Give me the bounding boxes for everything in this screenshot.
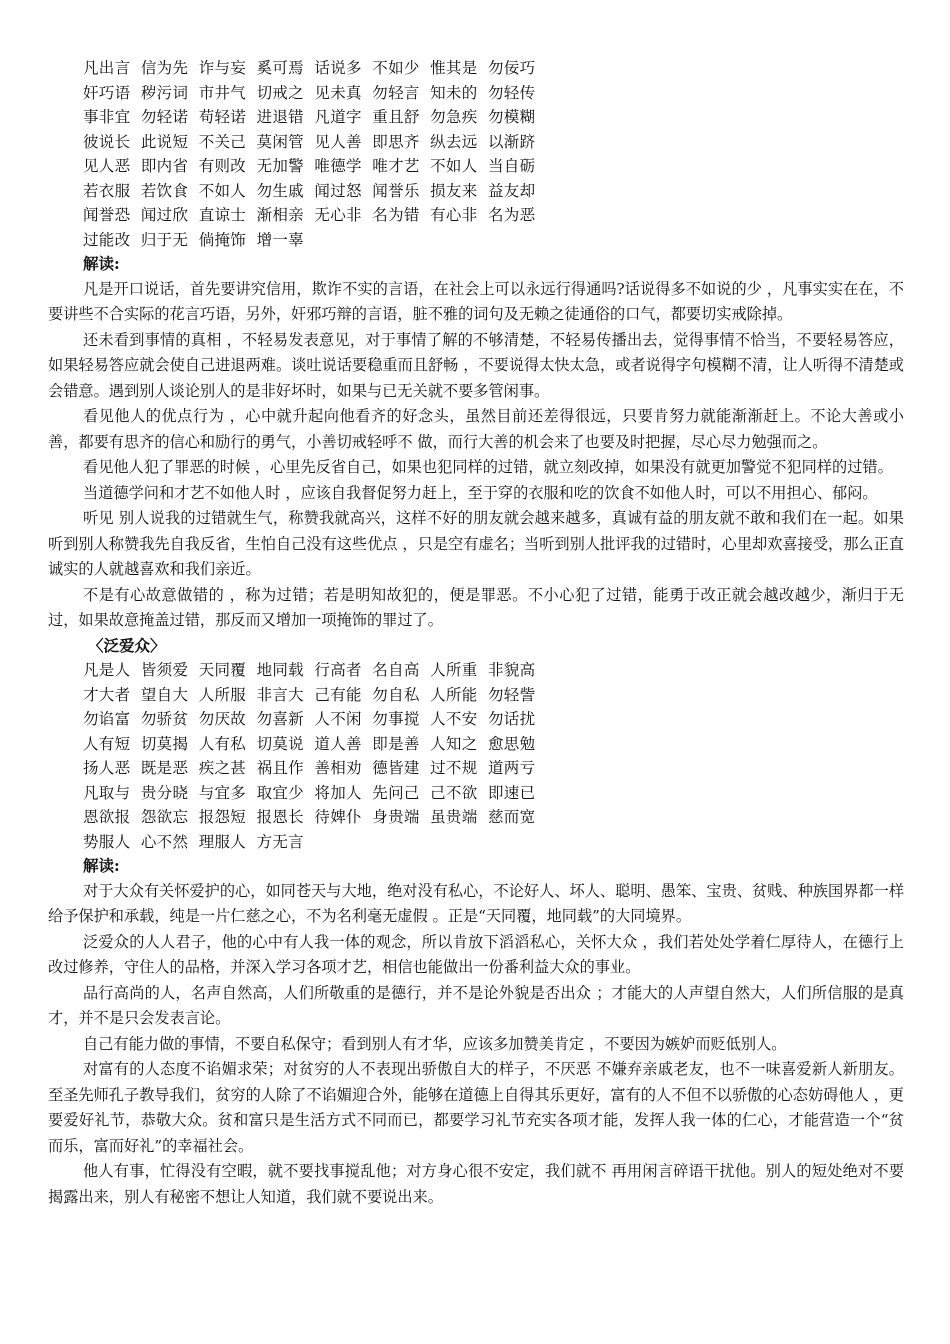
paragraph: 自己有能力做的事情，不要自私保守；看到别人有才华，应该多加赞美肯定 ，不要因为嫉妒而贬低别人。 [83,1034,787,1053]
interpretation-block-2 [48,879,904,1211]
paragraph: 看见他人的优点行为 ，心中就升起向他看齐的好念头，虽然目前还差得很远，只要肯努力就能渐渐赶上。不论大善或小善，都要有思齐的信心和励行的勇气，小善切戒轻呼不 做，而行大善的机会来了也要及时把握，尽心尽力勉强而之。 [48,407,904,451]
verse-line: 才大者 望自大 人所服 非言大 己有能 勿自私 人所能 勿轻訾 [83,685,536,704]
verse-line: 奸巧语 秽污词 市井气 切戒之 见未真 勿轻言 知未的 勿轻传 [83,83,536,102]
interpretation-heading: 解读: [83,254,120,273]
paragraph: 当道德学问和才艺不如他人时 ，应该自我督促努力赶上，至于穿的衣服和吃的饮食不如他人时，可以不用担心、郁闷。 [83,483,878,502]
verse-line: 过能改 归于无 倘掩饰 增一辜 [83,230,304,249]
paragraph: 他人有事，忙得没有空暇，就不要找事搅乱他；对方身心很不安定，我们就不 再用闲言碎语干扰他。别人的短处绝对不要揭露出来，别人有秘密不想让人知道，我们就不要说出来。 [48,1162,904,1206]
verse-block-1 [48,56,904,252]
paragraph: 听见 别人说我的过错就生气，称赞我就高兴，这样不好的朋友就会越来越多，真诚有益的朋友就不敢和我们在一起。如果听到别人称赞我先自我反省，生怕自己没有这些优点 ，只是空有虚名；当听到别人批评我的过错时，心里却欢喜接受，那么正直诚实的人就越喜欢和我们亲近。 [48,509,904,578]
section-title: 〈泛爱众〉 [88,635,166,655]
paragraph: 对于大众有关怀爱护的心，如同苍天与大地，绝对没有私心，不论好人、坏人、聪明、愚笨、宝贵、贫贱、种族国界都一样给予保护和承载，纯是一片仁慈之心，不为名利毫无虚假 。正是“天同覆，地同载”的大同境界。 [48,881,904,925]
paragraph: 凡是开口说话，首先要讲究信用，欺诈不实的言语，在社会上可以永远行得通吗?话说得多不如说的少 ，凡事实实在在，不要讲些不合实际的花言巧语，另外，奸邪巧辩的言语，脏不雅的词句及无赖之徒通俗的口气，都要切实戒除掉。 [48,279,904,323]
verse-line: 恩欲报 怨欲忘 报怨短 报恩长 待婢仆 身贵端 虽贵端 慈而宽 [83,808,536,826]
verse-line: 事非宜 勿轻诺 苟轻诺 进退错 凡道字 重且舒 勿急疾 勿模糊 [83,108,536,126]
verse-line: 势服人 心不然 理服人 方无言 [83,832,304,851]
document-page [48,56,904,1210]
paragraph: 泛爱众的人人君子，他的心中有人我一体的观念，所以肯放下滔滔私心，关怀大众 ，我们若处处学着仁厚待人，在德行上改过修养，守住人的品格，并深入学习各项才艺，相信也能做出一份番利益大众的事业。 [48,932,904,976]
verse-line: 人有短 切莫揭 人有私 切莫说 道人善 即是善 人知之 愈思勉 [83,734,536,753]
verse-line: 凡是人 皆须爱 天同覆 地同载 行高者 名自高 人所重 非貌高 [83,661,536,679]
verse-line: 凡出言 信为先 诈与妄 奚可焉 话说多 不如少 惟其是 勿佞巧 [83,59,536,77]
paragraph: 不是有心故意做错的 ，称为过错；若是明知故犯的，便是罪恶。不小心犯了过错，能勇于改正就会越改越少，渐归于无过，如果故意掩盖过错，那反而又增加一项掩饰的罪过了。 [48,585,904,629]
paragraph: 品行高尚的人，名声自然高，人们所敬重的是德行，并不是论外貌是否出众 ；才能大的人声望自然大，人们所信服的是真才，并不是只会发表言论。 [48,983,904,1027]
verse-line: 若衣服 若饮食 不如人 勿生戚 闻过怒 闻誉乐 损友来 益友却 [83,181,536,200]
verse-line: 凡取与 贵分晓 与宜多 取宜少 将加人 先问己 己不欲 即速已 [83,783,536,802]
verse-block-2 [48,658,904,854]
verse-line: 扬人恶 既是恶 疾之甚 祸且作 善相劝 德皆建 过不规 道两亏 [83,759,536,777]
verse-line: 闻誉恐 闻过欣 直谅士 渐相亲 无心非 名为错 有心非 名为恶 [83,206,536,224]
interpretation-heading: 解读: [83,856,120,875]
verse-line: 勿谄富 勿骄贫 勿厌故 勿喜新 人不闲 勿事搅 人不安 勿话扰 [83,710,536,728]
paragraph: 还未看到事情的真相 ，不轻易发表意见，对于事情了解的不够清楚，不轻易传播出去，觉得事情不恰当，不要轻易答应，如果轻易答应就会使自己进退两难。谈吐说话要稳重而且舒畅 ，不要说得太快太急，或者说得字句模糊不清，让人听得不清楚或会错意。遇到别人谈论别人的是非好坏时，如果与已无关就不要多管闲事。 [48,330,904,400]
paragraph: 看见他人犯了罪恶的时候 ，心里先反省自己，如果也犯同样的过错，就立刻改掉，如果没有就更加警觉不犯同样的过错。 [83,458,893,476]
verse-line: 彼说长 此说短 不关己 莫闲管 见人善 即思齐 纵去远 以渐跻 [83,132,536,151]
verse-line: 见人恶 即内省 有则改 无加警 唯德学 唯才艺 不如人 当自砺 [83,157,536,175]
paragraph: 对富有的人态度不谄媚求荣；对贫穷的人不表现出骄傲自大的样子，不厌恶 不嫌弃亲戚老友，也不一味喜爱新人新朋友。至圣先师孔子教导我们，贫穷的人除了不谄媚迎合外，能够在道德上自得其乐更好，富有的人不但不以骄傲的心态妨碍他人 ，更要爱好礼节，恭敬大众。贫和富只是生活方式不同而已，都要学习礼节充实各项才能，发挥人我一体的仁心，才能营造一个“贫而乐，富而好礼”的幸福社会。 [48,1060,904,1155]
interpretation-block-1 [48,277,904,634]
